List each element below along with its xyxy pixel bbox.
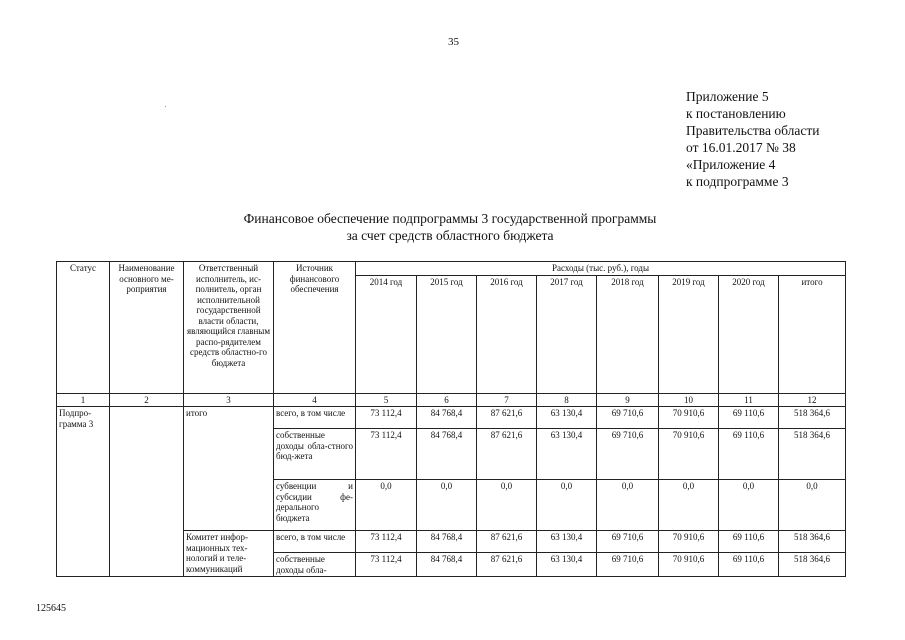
source-cell: собственные доходы обла-стного бюд-жета	[274, 429, 356, 480]
header-measure-name: Наименование основного ме-роприятия	[110, 262, 184, 394]
value-cell: 84 768,4	[417, 429, 477, 480]
column-number: 10	[659, 393, 719, 407]
executor-cell: Комитет инфор-мационных тех-нологий и теле-коммуникаций	[184, 531, 274, 577]
value-cell: 63 130,4	[537, 553, 597, 577]
value-cell: 0,0	[597, 480, 659, 531]
appendix-block	[686, 88, 819, 190]
executor-cell: итого	[184, 407, 274, 531]
header-status: Статус	[57, 262, 110, 394]
column-number: 8	[537, 393, 597, 407]
value-cell: 70 910,6	[659, 531, 719, 553]
value-cell: 63 130,4	[537, 407, 597, 429]
header-year: 2019 год	[659, 275, 719, 393]
value-cell: 69 710,6	[597, 429, 659, 480]
table-row	[57, 407, 846, 429]
header-year: 2015 год	[417, 275, 477, 393]
column-number: 9	[597, 393, 659, 407]
header-row	[57, 262, 846, 276]
header-expenses: Расходы (тыс. руб.), годы	[356, 262, 846, 276]
header-executor: Ответственный исполнитель, ис-полнитель, орган исполнительной государственной власти области, являющийся главным распо-рядителем средств областно-го бюджета	[184, 262, 274, 394]
value-cell: 69 710,6	[597, 531, 659, 553]
appendix-line: к подпрограмме 3	[686, 174, 789, 189]
value-cell: 69 110,6	[719, 407, 779, 429]
value-cell: 69 110,6	[719, 531, 779, 553]
value-cell: 73 112,4	[356, 553, 417, 577]
source-cell: субвенции и субсидии фе-дерального бюджета	[274, 480, 356, 531]
value-cell: 0,0	[537, 480, 597, 531]
value-cell: 69 110,6	[719, 429, 779, 480]
value-cell: 69 710,6	[597, 407, 659, 429]
value-cell: 87 621,6	[477, 553, 537, 577]
column-number: 7	[477, 393, 537, 407]
value-cell: 87 621,6	[477, 429, 537, 480]
value-cell: 0,0	[477, 480, 537, 531]
source-cell: всего, в том числе	[274, 407, 356, 429]
page-number: 35	[448, 36, 459, 48]
header-year: 2018 год	[597, 275, 659, 393]
header-year: 2014 год	[356, 275, 417, 393]
value-cell: 518 364,6	[779, 429, 846, 480]
column-number: 12	[779, 393, 846, 407]
value-cell: 84 768,4	[417, 531, 477, 553]
financing-table	[56, 261, 846, 577]
value-cell: 69 110,6	[719, 553, 779, 577]
value-cell: 0,0	[417, 480, 477, 531]
title-line: за счет средств областного бюджета	[346, 228, 554, 243]
scan-speck	[165, 106, 166, 107]
column-number: 3	[184, 393, 274, 407]
value-cell: 518 364,6	[779, 531, 846, 553]
source-cell: всего, в том числе	[274, 531, 356, 553]
header-total: итого	[779, 275, 846, 393]
column-number: 5	[356, 393, 417, 407]
value-cell: 0,0	[719, 480, 779, 531]
column-numbers-row	[57, 393, 846, 407]
appendix-line: к постановлению	[686, 106, 786, 121]
document-title	[150, 210, 750, 244]
value-cell: 73 112,4	[356, 407, 417, 429]
header-source: Источник финансового обеспечения	[274, 262, 356, 394]
column-number: 2	[110, 393, 184, 407]
source-cell: собственные доходы обла-	[274, 553, 356, 577]
value-cell: 63 130,4	[537, 531, 597, 553]
appendix-line: Приложение 5	[686, 89, 769, 104]
title-line: Финансовое обеспечение подпрограммы 3 государственной программы	[243, 211, 657, 226]
appendix-line: Правительства области	[686, 123, 820, 138]
value-cell: 73 112,4	[356, 429, 417, 480]
appendix-line: от 16.01.2017 № 38	[686, 140, 796, 155]
value-cell: 63 130,4	[537, 429, 597, 480]
status-cell: Подпро-грамма 3	[57, 407, 110, 577]
value-cell: 0,0	[356, 480, 417, 531]
column-number: 6	[417, 393, 477, 407]
value-cell: 73 112,4	[356, 531, 417, 553]
value-cell: 87 621,6	[477, 531, 537, 553]
appendix-line: «Приложение 4	[686, 157, 776, 172]
header-year: 2017 год	[537, 275, 597, 393]
value-cell: 518 364,6	[779, 407, 846, 429]
value-cell: 87 621,6	[477, 407, 537, 429]
header-year: 2020 год	[719, 275, 779, 393]
value-cell: 69 710,6	[597, 553, 659, 577]
value-cell: 70 910,6	[659, 429, 719, 480]
value-cell: 518 364,6	[779, 553, 846, 577]
value-cell: 70 910,6	[659, 407, 719, 429]
header-year: 2016 год	[477, 275, 537, 393]
value-cell: 0,0	[779, 480, 846, 531]
value-cell: 0,0	[659, 480, 719, 531]
footer-code: 125645	[36, 603, 66, 614]
value-cell: 70 910,6	[659, 553, 719, 577]
column-number: 4	[274, 393, 356, 407]
value-cell: 84 768,4	[417, 407, 477, 429]
value-cell: 84 768,4	[417, 553, 477, 577]
measure-name-cell	[110, 407, 184, 577]
column-number: 11	[719, 393, 779, 407]
column-number: 1	[57, 393, 110, 407]
